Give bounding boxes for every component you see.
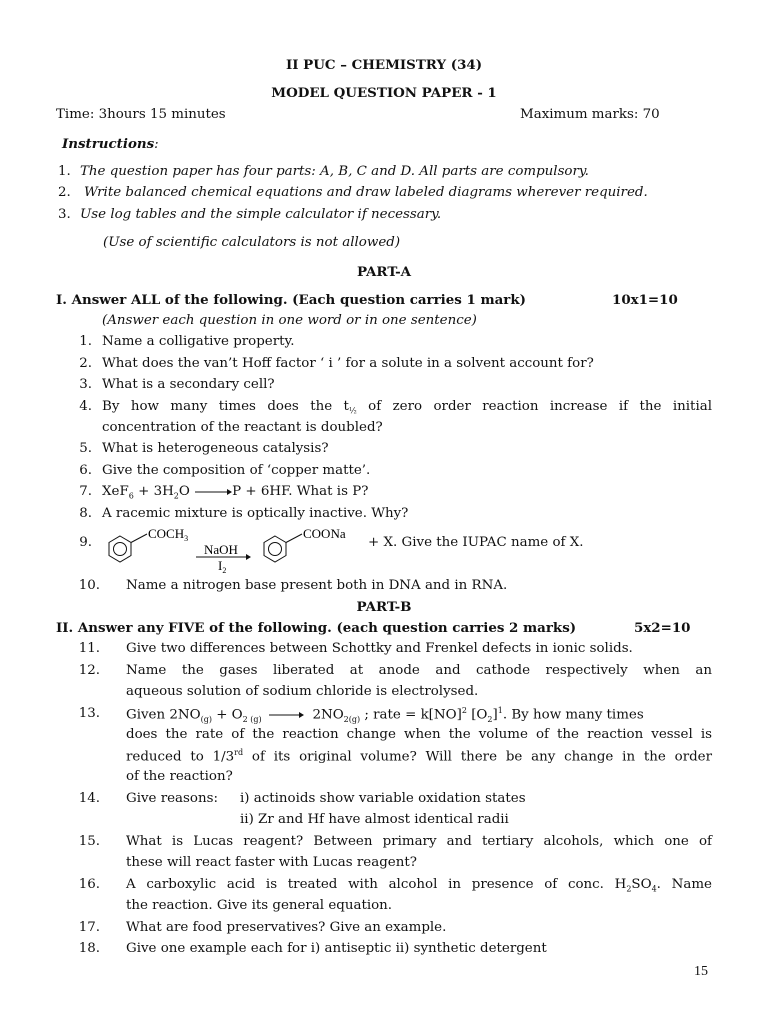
question-text: Give reasons:: [126, 791, 218, 806]
reactant-group: $COCH_3$: [148, 526, 189, 543]
question-number: 13.: [78, 706, 100, 721]
instruction-text: Write balanced chemical equations and draw labeled diagrams wherever required.: [84, 185, 648, 200]
question-number: 5.: [79, 441, 92, 456]
question-text: + X. Give the IUPAC name of X.: [368, 535, 584, 550]
question-text-continued: concentration of the reactant is doubled?: [102, 420, 383, 435]
instruction-text: Use log tables and the simple calculator if necessary.: [80, 207, 442, 222]
part-a-marks: 10x1=10: [612, 292, 678, 308]
question-text-continued: of the reaction?: [126, 769, 233, 784]
benzene-ring-icon: [109, 536, 131, 562]
maximum-marks: Maximum marks: 70: [520, 107, 660, 122]
question-number: 2.: [79, 356, 92, 371]
time-allowed: Time: 3hours 15 minutes: [56, 107, 226, 122]
reagent-bottom: $I_2$: [218, 558, 227, 574]
paper-title: II PUC – CHEMISTRY (34): [285, 57, 483, 73]
reaction-arrow-icon: [266, 710, 304, 720]
question-number: 4.: [79, 399, 92, 414]
reason-item: i) actinoids show variable oxidation states: [240, 791, 526, 806]
question-text-continued: aqueous solution of sodium chloride is electrolysed.: [126, 684, 479, 699]
part-a-heading: PART-A: [356, 264, 412, 280]
question-text-continued: the reaction. Give its general equation.: [126, 898, 393, 913]
benzene-ring-icon: [264, 536, 286, 562]
question-text: By how many times does the $t_{\frac{1}{2}}$ of zero order reaction increase if the initial: [102, 399, 712, 416]
part-b-marks: 5x2=10: [634, 620, 691, 636]
question-text: Give the composition of ‘copper matte’.: [102, 463, 371, 478]
question-text: Name a nitrogen base present both in DNA and in RNA.: [126, 578, 508, 593]
question-text: A carboxylic acid is treated with alcohol in presence of conc. $H_2SO_4$. Name: [126, 877, 712, 894]
part-b-heading: PART-B: [356, 599, 412, 615]
question-number: 15.: [78, 834, 100, 849]
instruction-number: 3.: [58, 207, 71, 222]
question-text-continued: does the rate of the reaction change when the volume of the reaction vessel is: [126, 727, 712, 742]
part-b-section-title: II. Answer any FIVE of the following. (each question carries 2 marks): [56, 620, 577, 636]
calculator-note: (Use of scientific calculators is not allowed): [103, 235, 401, 250]
instruction-text: The question paper has four parts: A, B, C and D. All parts are compulsory.: [80, 164, 589, 179]
arrow-head-icon: [246, 554, 251, 560]
question-number: 7.: [79, 484, 92, 499]
instructions-heading: Instructions:: [62, 136, 159, 152]
question-text: What is Lucas reagent? Between primary and tertiary alcohols, which one of: [126, 834, 712, 849]
bond-line: [286, 534, 302, 543]
question-number: 8.: [79, 506, 92, 521]
question-number: 14.: [78, 791, 100, 806]
reaction-arrow-icon: [194, 487, 232, 497]
reaction-scheme: [100, 522, 380, 574]
paper-subtitle: MODEL QUESTION PAPER - 1: [271, 85, 497, 101]
question-text: What does the van’t Hoff factor ‘ i ’ for a solute in a solvent account for?: [102, 356, 594, 371]
question-number: 16.: [78, 877, 100, 892]
question-number: 3.: [79, 377, 92, 392]
question-number: 6.: [79, 463, 92, 478]
question-text: Give one example each for i) antiseptic ii) synthetic detergent: [126, 941, 547, 956]
question-number: 11.: [78, 641, 100, 656]
question-text: What is a secondary cell?: [102, 377, 275, 392]
question-text: Given $2NO_{(g)} + O_{2 (g)}$ $2NO_{2(g)}$ ; rate = k[NO]$^2$ $[O_2]^1$. By how many times: [126, 706, 644, 725]
question-number: 9.: [79, 535, 92, 550]
instruction-number: 1.: [58, 164, 71, 179]
bond-line: [131, 534, 147, 543]
question-number: 18.: [78, 941, 100, 956]
question-text: Name a colligative property.: [102, 334, 295, 349]
part-a-section-title: I. Answer ALL of the following. (Each question carries 1 mark): [56, 292, 526, 308]
question-text: What are food preservatives? Give an example.: [126, 920, 447, 935]
page-number: 15: [694, 964, 708, 979]
instruction-number: 2.: [58, 185, 71, 200]
reason-item: ii) Zr and Hf have almost identical radii: [240, 812, 509, 827]
reagent-top: NaOH: [204, 542, 238, 557]
question-text: Name the gases liberated at anode and cathode respectively when an: [126, 663, 712, 678]
question-text: A racemic mixture is optically inactive. Why?: [102, 506, 409, 521]
question-number: 17.: [78, 920, 100, 935]
question-text: Give two differences between Schottky and Frenkel defects in ionic solids.: [126, 641, 633, 656]
question-number: 10.: [78, 578, 100, 593]
question-number: 1.: [79, 334, 92, 349]
product-group: COONa: [303, 526, 346, 541]
question-text: What is heterogeneous catalysis?: [102, 441, 329, 456]
question-number: 12.: [78, 663, 100, 678]
question-text-continued: these will react faster with Lucas reagent?: [126, 855, 417, 870]
question-text-continued: reduced to 1/3rd of its original volume? Will there be any change in the order: [126, 748, 713, 765]
question-text: $XeF_6 + 3H_2O$ P + 6HF. What is P?: [102, 484, 369, 501]
part-a-note: (Answer each question in one word or in one sentence): [102, 313, 477, 328]
